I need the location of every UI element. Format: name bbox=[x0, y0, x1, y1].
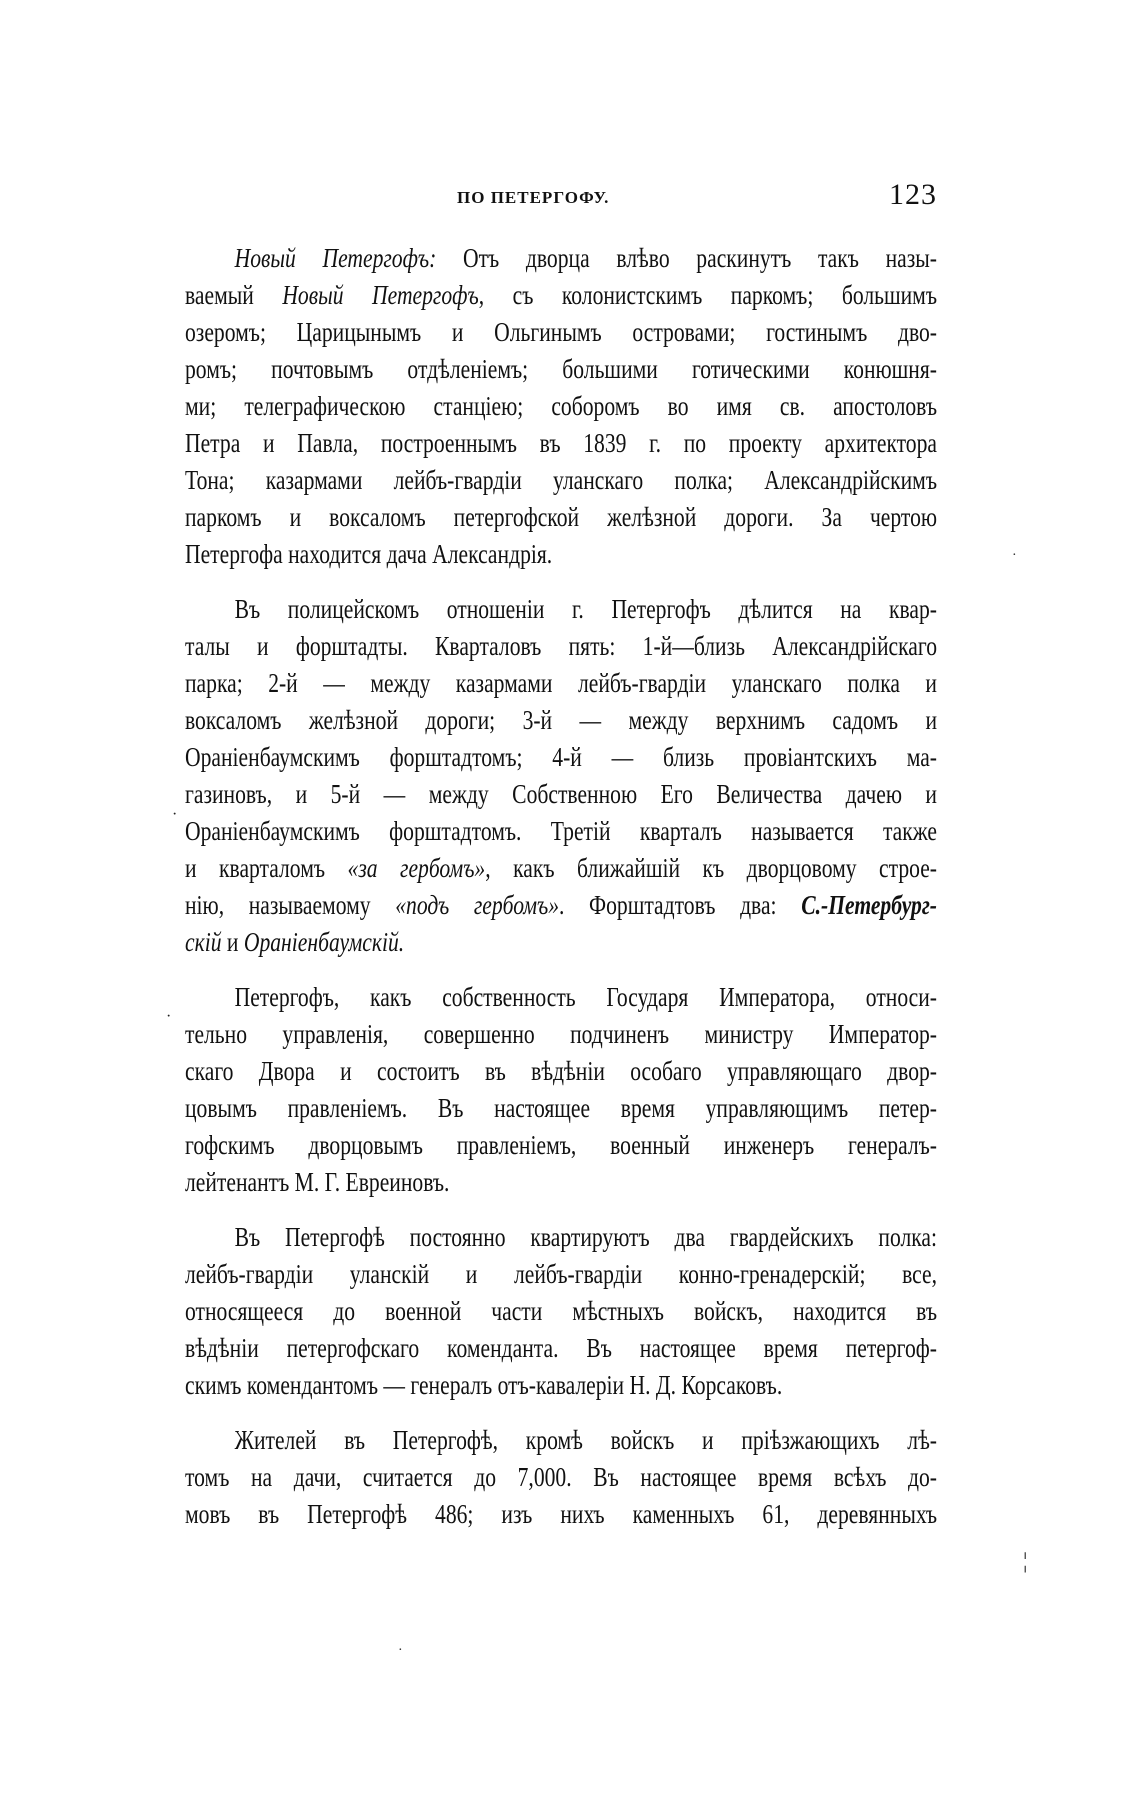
text-run: Петергофа находится дача Александрія. bbox=[185, 539, 553, 569]
emphasized-text: «за гербомъ» bbox=[347, 853, 486, 883]
text-run: Петра и Павла, построеннымъ въ 1839 г. по проекту архитектора bbox=[185, 428, 937, 458]
text-run: Отъ дворца влѣво раскинутъ такъ назы- bbox=[436, 243, 937, 273]
running-title: ПО ПЕТЕРГОФУ. bbox=[457, 188, 610, 207]
text-run: ваемый bbox=[185, 280, 283, 310]
text-line bbox=[185, 628, 937, 665]
text-line bbox=[185, 1256, 937, 1293]
body-text bbox=[185, 240, 937, 1551]
text-line bbox=[185, 1367, 937, 1404]
text-line bbox=[185, 1053, 937, 1090]
text-run: талы и форштадты. Кварталовъ пять: 1-й—близь Александрійскаго bbox=[185, 631, 937, 661]
text-line bbox=[185, 887, 937, 924]
text-run: скимъ комендантомъ — генералъ отъ-кавалеріи Н. Д. Корсаковъ. bbox=[185, 1370, 783, 1400]
paragraph bbox=[185, 240, 937, 573]
text-line bbox=[185, 425, 937, 462]
paragraph bbox=[185, 591, 937, 961]
text-line bbox=[185, 462, 937, 499]
text-line bbox=[185, 277, 937, 314]
emphasized-text: Новый Петергофъ: bbox=[234, 243, 437, 273]
text-line bbox=[185, 1016, 937, 1053]
emphasized-text: скій bbox=[185, 927, 222, 957]
text-line bbox=[185, 388, 937, 425]
text-line bbox=[185, 1127, 937, 1164]
text-run: Ораніенбаумскимъ форштадтомъ; 4-й — близь провіантскихъ ма- bbox=[185, 742, 937, 772]
emphasized-text: Ораніенбаумскій. bbox=[243, 927, 405, 957]
text-run: , какъ ближайшій къ дворцовому строе- bbox=[485, 853, 937, 883]
text-line bbox=[185, 776, 937, 813]
text-line bbox=[185, 240, 937, 277]
text-run: вѣдѣніи петергофскаго коменданта. Въ настоящее время петергоф- bbox=[185, 1333, 937, 1363]
text-line bbox=[185, 1422, 937, 1459]
text-line bbox=[185, 1219, 937, 1256]
text-run: Въ Петергофѣ постоянно квартируютъ два гвардейскихъ полка: bbox=[234, 1222, 938, 1252]
text-line bbox=[185, 1293, 937, 1330]
paragraph bbox=[185, 1422, 937, 1533]
text-run: цовымъ правленіемъ. Въ настоящее время управляющимъ петер- bbox=[185, 1093, 937, 1123]
text-run: Жителей въ Петергофѣ, кромѣ войскъ и пріѣзжающихъ лѣ- bbox=[234, 1425, 938, 1455]
text-line bbox=[185, 536, 937, 573]
text-run: озеромъ; Царицынымъ и Ольгинымъ островами; гостинымъ дво- bbox=[185, 317, 937, 347]
text-run: и bbox=[221, 927, 244, 957]
text-run: Ораніенбаумскимъ форштадтомъ. Третій кварталъ называется также bbox=[185, 816, 937, 846]
emphasized-text: «подъ гербомъ» bbox=[395, 890, 559, 920]
text-line bbox=[185, 924, 937, 961]
text-line bbox=[185, 1330, 937, 1367]
paragraph bbox=[185, 979, 937, 1201]
margin-speck: ¦ bbox=[1023, 1548, 1028, 1573]
paragraph bbox=[185, 1219, 937, 1404]
text-run: лейбъ-гвардіи уланскій и лейбъ-гвардіи конно-гренадерскій; все, bbox=[185, 1259, 937, 1289]
text-run: мовъ въ Петергофѣ 486; изъ нихъ каменныхъ 61, деревянныхъ bbox=[185, 1499, 937, 1529]
text-run: томъ на дачи, считается до 7,000. Въ настоящее время всѣхъ до- bbox=[185, 1462, 937, 1492]
text-run: тельно управленія, совершенно подчиненъ министру Император- bbox=[185, 1019, 937, 1049]
text-run: ми; телеграфическою станціею; соборомъ во имя св. апостоловъ bbox=[185, 391, 937, 421]
text-run: нію, называемому bbox=[185, 890, 396, 920]
text-run: Тона; казармами лейбъ-гвардіи уланскаго полка; Александрійскимъ bbox=[185, 465, 937, 495]
running-head bbox=[185, 178, 937, 218]
text-run: , съ колонистскимъ паркомъ; большимъ bbox=[478, 280, 937, 310]
text-line bbox=[185, 314, 937, 351]
text-line bbox=[185, 1496, 937, 1533]
text-line bbox=[185, 665, 937, 702]
text-line bbox=[185, 591, 937, 628]
text-line bbox=[185, 979, 937, 1016]
text-line bbox=[185, 351, 937, 388]
text-line bbox=[185, 739, 937, 776]
text-run: относящееся до военной части мѣстныхъ войскъ, находится въ bbox=[185, 1296, 937, 1326]
text-line bbox=[185, 1090, 937, 1127]
text-run: Петергофъ, какъ собственность Государя Императора, относи- bbox=[234, 982, 938, 1012]
text-run: газиновъ, и 5-й — между Собственною Его Величества дачею и bbox=[185, 779, 937, 809]
margin-speck: · bbox=[1012, 548, 1017, 563]
text-line bbox=[185, 1459, 937, 1496]
text-run: Въ полицейскомъ отношеніи г. Петергофъ дѣлится на квар- bbox=[234, 594, 938, 624]
page-number: 123 bbox=[889, 178, 937, 211]
text-run: паркомъ и воксаломъ петергофской желѣзной дороги. За чертою bbox=[185, 502, 937, 532]
emphasized-text: Новый Петергофъ bbox=[282, 280, 479, 310]
margin-speck: · bbox=[166, 1008, 172, 1025]
emphasized-text: С.-Петербург- bbox=[801, 890, 937, 920]
text-run: . Форштадтовъ два: bbox=[559, 890, 802, 920]
text-line bbox=[185, 813, 937, 850]
text-run: ромъ; почтовымъ отдѣленіемъ; большими готическими конюшня- bbox=[185, 354, 937, 384]
text-run: гофскимъ дворцовымъ правленіемъ, военный инженеръ генералъ- bbox=[185, 1130, 937, 1160]
margin-speck: · bbox=[172, 806, 178, 823]
text-run: парка; 2-й — между казармами лейбъ-гвардіи уланскаго полка и bbox=[185, 668, 937, 698]
text-line bbox=[185, 499, 937, 536]
text-run: воксаломъ желѣзной дороги; 3-й — между верхнимъ садомъ и bbox=[185, 705, 937, 735]
margin-speck: · bbox=[398, 1643, 403, 1658]
text-line bbox=[185, 850, 937, 887]
text-run: лейтенантъ М. Г. Евреиновъ. bbox=[185, 1167, 450, 1197]
text-run: скаго Двора и состоитъ въ вѣдѣніи особаго управляющаго двор- bbox=[185, 1056, 937, 1086]
text-line bbox=[185, 702, 937, 739]
text-line bbox=[185, 1164, 937, 1201]
text-run: и кварталомъ bbox=[185, 853, 348, 883]
